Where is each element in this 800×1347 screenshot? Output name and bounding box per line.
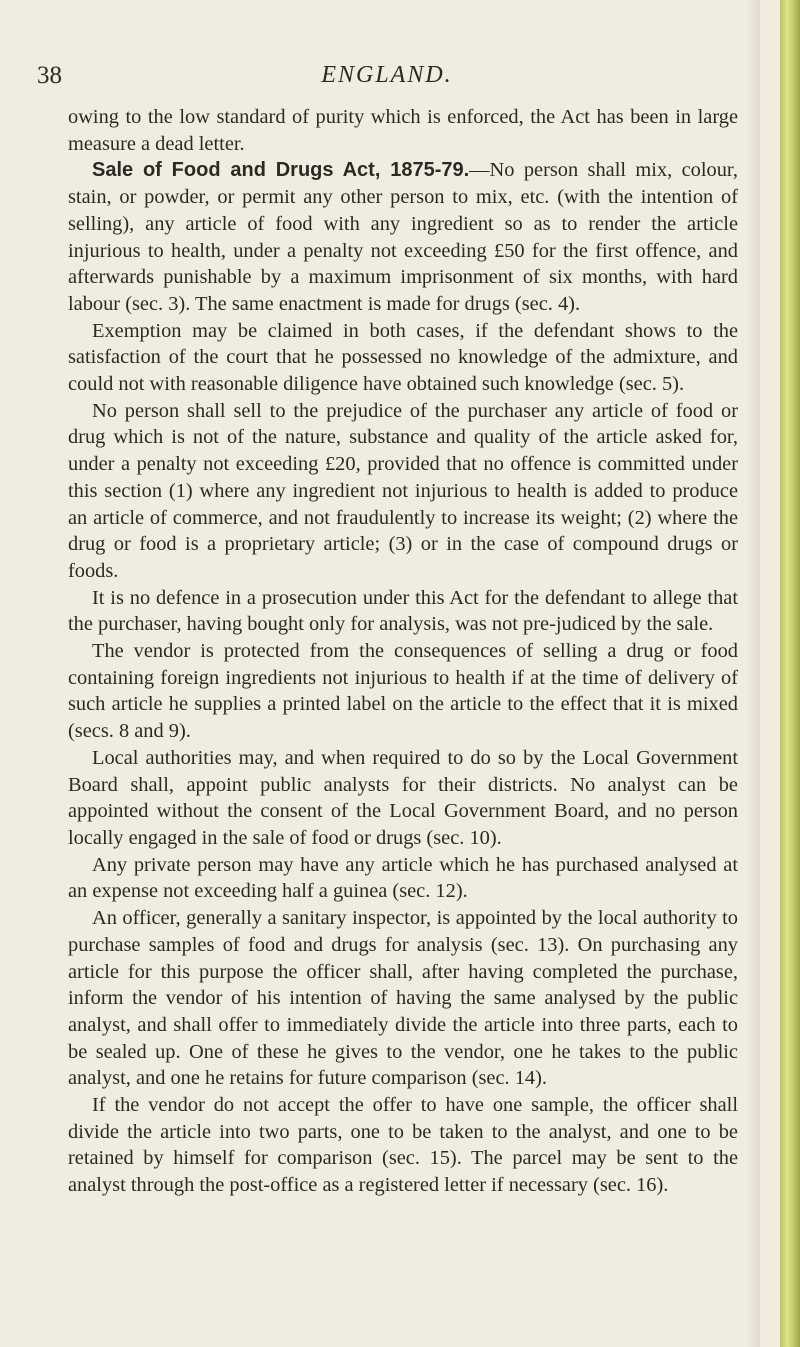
page-fold-shadow (746, 0, 760, 1347)
section-heading: Sale of Food and Drugs Act, 1875-79. (92, 159, 470, 182)
body-text (68, 104, 738, 1199)
paragraph: owing to the low standard of purity which is enforced, the Act has been in large measure a dead letter. (68, 106, 738, 155)
paragraph: It is no defence in a prosecution under this Act for the defendant to allege that the purchaser, having bought only for analysis, was not pre-judiced by the sale. (68, 586, 738, 636)
paragraph: Exemption may be claimed in both cases, if the defendant shows to the satisfaction of the court that he possessed no knowledge of the admixture, and could not with reasonable diligence have obtained such knowledge (sec. 5). (68, 319, 738, 396)
paragraph: Sale of Food and Drugs Act, 1875-79.—No person shall mix, colour, stain, or powder, or permit any other person to mix, etc. (with the intention of selling), any article of food with any ingredient so as to render the article injurious to health, under a penalty not exceeding £50 for the first offence, and afterwards punishable by a maximum imprisonment of six months, with hard labour (sec. 3). The same enactment is made for drugs (sec. 4). (68, 159, 738, 315)
paragraph: Any private person may have any article which he has purchased analysed at an expense not exceeding half a guinea (sec. 12). (68, 853, 738, 903)
paragraph: Local authorities may, and when required to do so by the Local Government Board shall, appoint public analysts for their districts. No analyst can be appointed without the consent of the Local Government Board, and no person locally engaged in the sale of food or drugs (sec. 10). (68, 746, 738, 849)
paragraph: No person shall sell to the prejudice of the purchaser any article of food or drug which is not of the nature, substance and quality of the article asked for, under a penalty not exceeding £20, provided that no offence is committed under this section (1) where any ingredient not injurious to health is added to produce an article of commerce, and not fraudulently to increase its weight; (2) where the drug or food is a proprietary article; (3) or in the case of compound drugs or foods. (68, 399, 738, 582)
page-edge-binding (780, 0, 800, 1347)
page-header (37, 62, 737, 96)
paragraph: An officer, generally a sanitary inspector, is appointed by the local authority to purchase samples of food and drugs for analysis (sec. 13). On purchasing any article for this purpose the officer shall, after having completed the purchase, inform the vendor of his intention of having the same analysed by the public analyst, and shall offer to immediately divide the article into three parts, each to be sealed up. One of these he gives to the vendor, one he takes to the public analyst, and one he retains for future comparison (sec. 14). (68, 907, 738, 1090)
paragraph: If the vendor do not accept the offer to have one sample, the officer shall divide the article into two parts, one to be taken to the analyst, and one to be retained by himself for comparison (sec. 15). The parcel may be sent to the analyst through the post-office as a registered letter if necessary (sec. 16). (68, 1094, 738, 1197)
running-title: ENGLAND. (321, 62, 453, 88)
paragraph: The vendor is protected from the consequences of selling a drug or food containing foreign ingredients not injurious to health if at the time of delivery of such article he supplies a printed label on the article to the effect that it is mixed (secs. 8 and 9). (68, 640, 738, 743)
page-number: 38 (37, 62, 62, 89)
